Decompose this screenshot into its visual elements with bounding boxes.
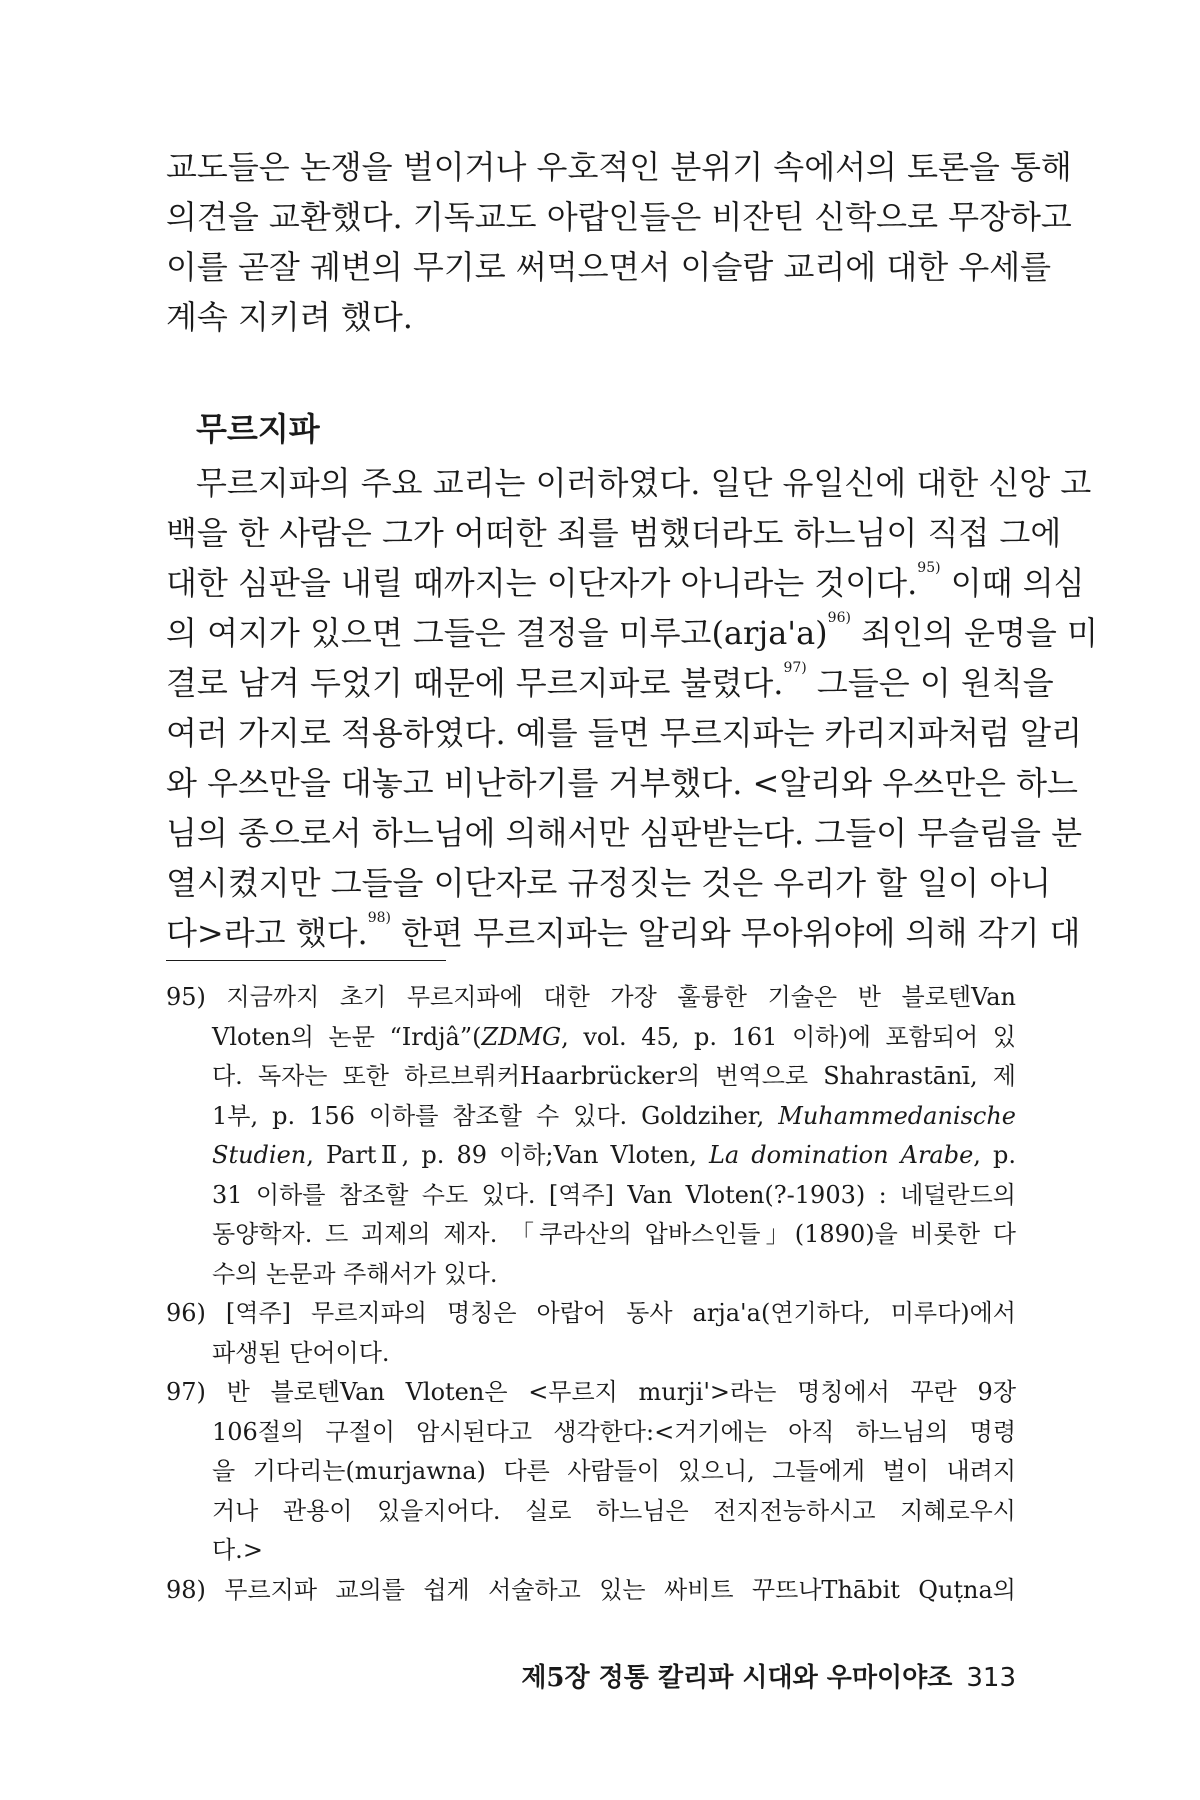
footnote-line: 96) [역주] 무르지파의 명칭은 아랍어 동사 arja'a(연기하다, 미루다)에서 — [166, 1299, 1016, 1327]
footnote-ref-96[interactable]: 96) — [827, 610, 851, 626]
text-segment: 다>라고 했다. — [166, 914, 368, 952]
italic-title: Studien — [212, 1141, 307, 1169]
footnote-95 — [166, 978, 1016, 1294]
text-line — [166, 608, 1098, 658]
footnote-line: 31 이하를 참조할 수도 있다. [역주] Van Vloten(?-1903) : 네덜란드의 — [212, 1180, 1016, 1209]
footnote-line: 97) 반 블로텐Van Vloten은 <무르지 murji'>라는 명칭에서 꾸란 9장 — [166, 1378, 1016, 1406]
text-line: 무르지파의 주요 교리는 이러하였다. 일단 유일신에 대한 신앙 고 — [196, 464, 1092, 502]
page-footer — [521, 1657, 1016, 1694]
footnote-line: 다.> — [212, 1536, 263, 1564]
footnote-98 — [166, 1571, 1016, 1611]
footnote-line: 동양학자. 드 괴제의 제자. 「쿠라산의 압바스인들」(1890)을 비롯한 다 — [212, 1220, 1016, 1248]
footnote-line — [166, 1018, 1016, 1058]
italic-title: ZDMG — [481, 1022, 562, 1051]
footnote-96 — [166, 1294, 1016, 1373]
text-line: 와 우쓰만을 대놓고 비난하기를 거부했다. <알리와 우쓰만은 하느 — [166, 764, 1078, 802]
footnote-line: 106절의 구절이 암시된다고 생각한다:<거기에는 아직 하느님의 명령 — [212, 1417, 1016, 1446]
footnote-line: 파생된 단어이다. — [212, 1338, 390, 1367]
footnote-line: 거나 관용이 있을지어다. 실로 하느님은 전지전능하시고 지혜로우시 — [212, 1496, 1016, 1525]
page-number: 313 — [966, 1663, 1016, 1693]
text-line: 님의 종으로서 하느님에 의해서만 심판받는다. 그들이 무슬림을 분 — [166, 814, 1083, 852]
text-segment: 1부, p. 156 이하를 참조할 수 있다. Goldziher, — [212, 1101, 779, 1130]
text-segment: 결로 남겨 두었기 때문에 무르지파로 불렸다. — [166, 664, 784, 702]
text-line: 백을 한 사람은 그가 어떠한 죄를 범했더라도 하느님이 직접 그에 — [166, 514, 1062, 552]
text-segment: , vol. 45, p. 161 이하)에 포함되어 있 — [561, 1022, 1016, 1051]
footnote-line: 98) 무르지파 교의를 쉽게 서술하고 있는 싸비트 꾸뜨나Thābit Quṭna의 — [166, 1575, 1016, 1604]
footnote-97 — [166, 1373, 1016, 1571]
text-segment: , PartⅡ, p. 89 이하;Van Vloten, — [306, 1141, 709, 1169]
text-line: 의견을 교환했다. 기독교도 아랍인들은 비잔틴 신학으로 무장하고 — [166, 198, 1072, 236]
footnote-ref-98[interactable]: 98) — [367, 910, 391, 926]
text-line — [166, 658, 1054, 708]
running-chapter-title: 제5장 정통 칼리파 시대와 우마이야조 — [521, 1663, 953, 1693]
italic-title: La domination Arabe — [708, 1141, 974, 1169]
text-segment: 죄인의 운명을 미 — [850, 614, 1098, 652]
text-segment: 한편 무르지파는 알리와 무아위야에 의해 각기 대 — [391, 914, 1081, 952]
text-line: 이를 곧잘 궤변의 무기로 써먹으면서 이슬람 교리에 대한 우세를 — [166, 248, 1052, 286]
text-line: 여러 가지로 적용하였다. 예를 들면 무르지파는 카리지파처럼 알리 — [166, 714, 1083, 752]
text-segment: Vloten의 논문 “Irdjâ”( — [212, 1022, 482, 1051]
footnotes — [166, 978, 1016, 1610]
text-segment: 대한 심판을 내릴 때까지는 이단자가 아니라는 것이다. — [166, 564, 918, 602]
footnote-line — [166, 1097, 1016, 1137]
footnote-line: 수의 논문과 주해서가 있다. — [212, 1259, 498, 1288]
footnote-line: 95) 지금까지 초기 무르지파에 대한 가장 훌륭한 기술은 반 블로텐Van — [166, 983, 1016, 1011]
footnote-line — [166, 1136, 1016, 1176]
text-segment: , p. — [973, 1141, 1016, 1169]
footnote-ref-97[interactable]: 97) — [783, 660, 807, 676]
text-segment: 이때 의심 — [940, 564, 1085, 602]
text-line: 계속 지키려 했다. — [166, 298, 413, 336]
footnote-line: 을 기다리는(murjawna) 다른 사람들이 있으니, 그들에게 벌이 내려지 — [212, 1457, 1016, 1485]
text-segment: 의 여지가 있으면 그들은 결정을 미루고(arja'a) — [166, 614, 828, 652]
text-line: 교도들은 논쟁을 벌이거나 우호적인 분위기 속에서의 토론을 통해 — [166, 148, 1072, 186]
footnote-line: 다. 독자는 또한 하르브뤼커Haarbrücker의 번역으로 Shahrastānī, 제 — [212, 1062, 1016, 1090]
text-line — [166, 908, 1081, 958]
footnote-divider — [166, 960, 446, 961]
text-line — [166, 558, 1085, 608]
text-line: 열시켰지만 그들을 이단자로 규정짓는 것은 우리가 할 일이 아니 — [166, 864, 1052, 902]
italic-title: Muhammedanische — [778, 1101, 1016, 1130]
section-heading: 무르지파 — [196, 410, 320, 448]
footnote-ref-95[interactable]: 95) — [917, 560, 941, 576]
text-segment: 그들은 이 원칙을 — [806, 664, 1054, 702]
main-text — [166, 142, 1098, 958]
